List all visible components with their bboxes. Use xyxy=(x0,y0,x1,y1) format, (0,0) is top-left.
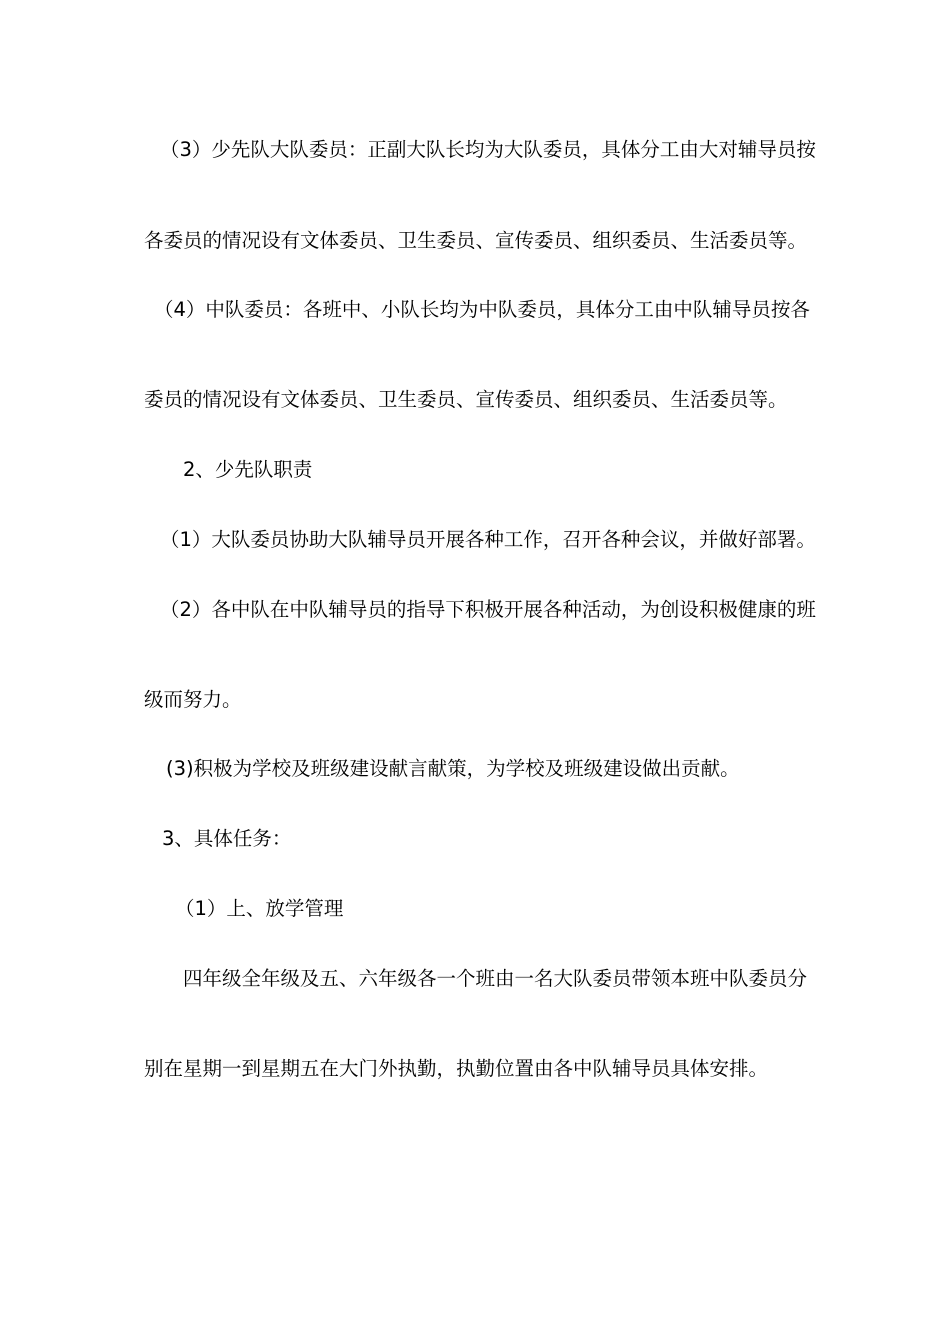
paragraph-line: (3)积极为学校及班级建设献言献策，为学校及班级建设做出贡献。 xyxy=(166,757,740,780)
paragraph-line: （1）大队委员协助大队辅导员开展各种工作，召开各种会议，并做好部署。 xyxy=(160,528,816,551)
paragraph-line: 级而努力。 xyxy=(144,688,242,711)
section-heading: 3、具体任务： xyxy=(162,827,292,850)
subsection-heading: （1）上、放学管理 xyxy=(175,897,344,920)
paragraph-line: 委员的情况设有文体委员、卫生委员、宣传委员、组织委员、生活委员等。 xyxy=(144,388,788,411)
paragraph-line: 四年级全年级及五、六年级各一个班由一名大队委员带领本班中队委员分 xyxy=(183,967,808,990)
section-heading: 2、少先队职责 xyxy=(183,458,313,481)
paragraph-line: 别在星期一到星期五在大门外执勤，执勤位置由各中队辅导员具体安排。 xyxy=(144,1057,769,1080)
paragraph-line: （4）中队委员：各班中、小队长均为中队委员，具体分工由中队辅导员按各 xyxy=(154,298,810,321)
paragraph-line: （3）少先队大队委员：正副大队长均为大队委员，具体分工由大对辅导员按 xyxy=(160,138,816,161)
paragraph-line: （2）各中队在中队辅导员的指导下积极开展各种活动，为创设积极健康的班 xyxy=(160,598,816,621)
paragraph-line: 各委员的情况设有文体委员、卫生委员、宣传委员、组织委员、生活委员等。 xyxy=(144,229,808,252)
